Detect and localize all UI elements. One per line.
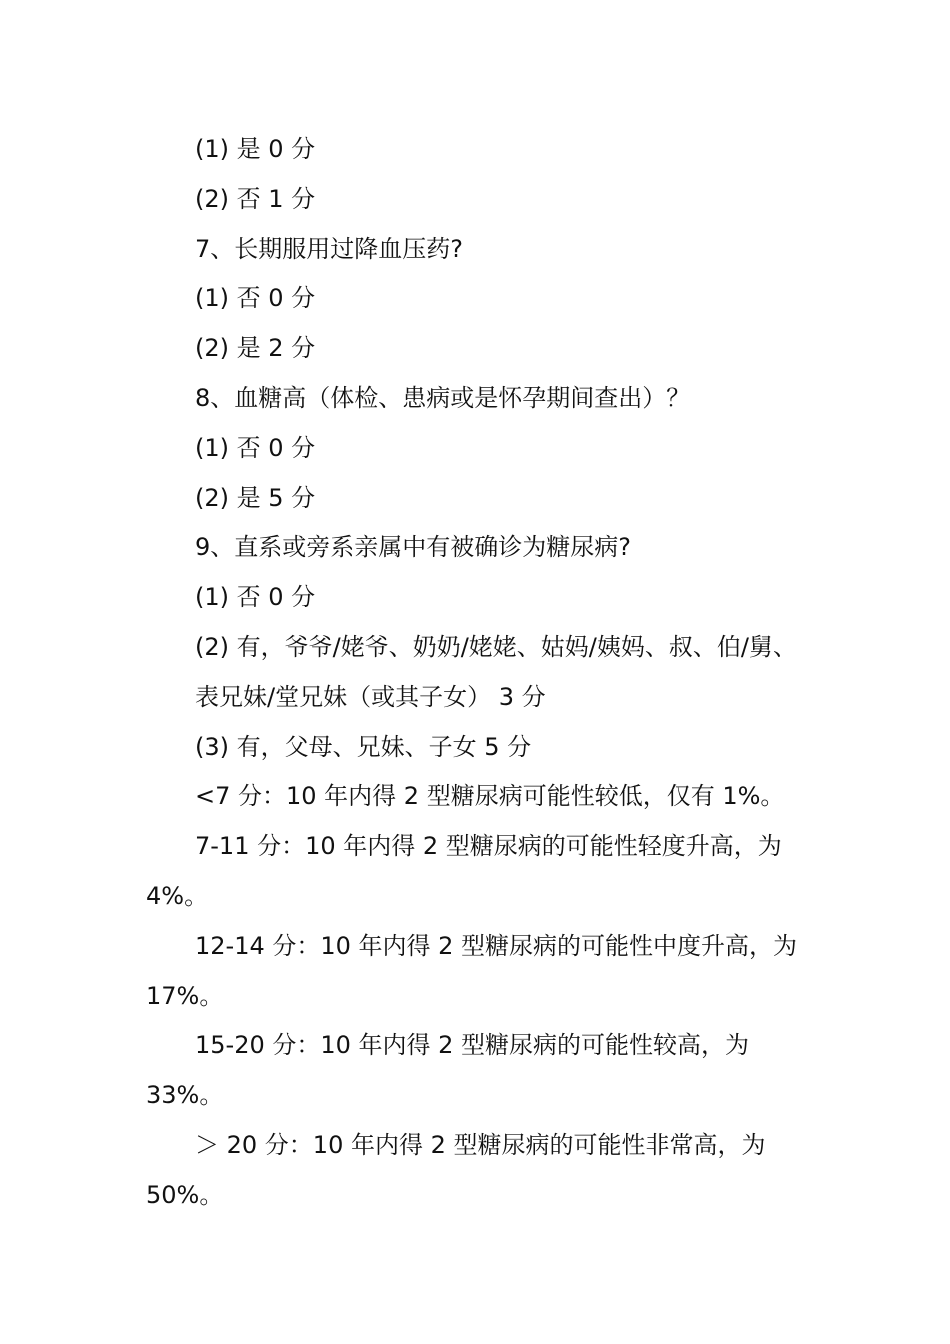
score-result-continued: 50%。 [146,1180,224,1209]
score-result-line: ＞ 20 分：10 年内得 2 型糖尿病的可能性非常高，为 [195,1130,766,1159]
question-8: 8、血糖高（体检、患病或是怀孕期间查出）？ [195,383,691,412]
option-line: (2) 是 5 分 [195,483,316,512]
option-line: (2) 有，爷爷/姥爷、奶奶/姥姥、姑妈/姨妈、叔、伯/舅、 [195,632,797,661]
question-7: 7、长期服用过降血压药? [195,234,464,263]
option-line: (2) 是 2 分 [195,334,316,363]
score-result-continued: 4%。 [146,881,209,910]
option-line: (1) 否 0 分 [195,583,316,612]
option-line-continued: 表兄妹/堂兄妹（或其子女） 3 分 [195,682,546,711]
score-result-continued: 17%。 [146,981,224,1010]
question-9: 9、直系或旁系亲属中有被确诊为糖尿病? [195,533,632,562]
option-line: (3) 有，父母、兄妹、子女 5 分 [195,732,532,761]
document-body [146,125,816,1221]
option-line: (1) 否 0 分 [195,284,316,313]
option-line: (1) 否 0 分 [195,433,316,462]
score-result-line: 7-11 分：10 年内得 2 型糖尿病的可能性轻度升高，为 [195,832,782,861]
score-result-continued: 33%。 [146,1081,224,1110]
score-result-line: <7 分：10 年内得 2 型糖尿病可能性较低，仅有 1%。 [195,782,785,811]
option-line: (2) 否 1 分 [195,184,316,213]
score-result-line: 15-20 分：10 年内得 2 型糖尿病的可能性较高，为 [195,1031,750,1060]
score-result-line: 12-14 分：10 年内得 2 型糖尿病的可能性中度升高，为 [195,931,798,960]
option-line: (1) 是 0 分 [195,135,316,163]
